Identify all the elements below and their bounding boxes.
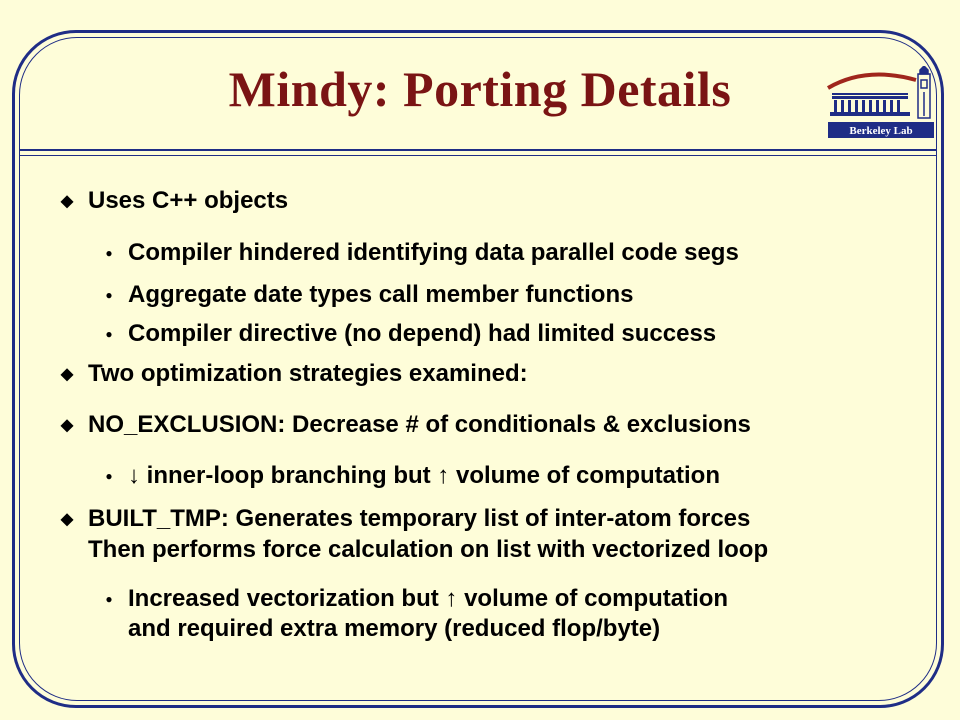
dot-bullet-icon: ● — [105, 469, 113, 483]
bullet-item — [60, 186, 288, 217]
sub-bullet-text: ↓ inner-loop branching but ↑ volume of computation — [128, 462, 720, 489]
sub-bullet-text-continued: and required extra memory (reduced flop/byte) — [128, 615, 661, 642]
sub-bullet-text: Compiler directive (no depend) had limited success — [128, 320, 717, 347]
dot-bullet-icon: ● — [105, 288, 113, 302]
sub-bullet-text: Compiler hindered identifying data parallel code segs — [128, 239, 739, 266]
diamond-bullet-icon: ◆ — [60, 417, 74, 434]
logo-text: Berkeley Lab — [849, 125, 913, 137]
sub-bullet-item — [104, 280, 633, 310]
dot-bullet-icon: ● — [105, 592, 113, 606]
bullet-item — [60, 359, 528, 390]
bullet-text: Uses C++ objects — [88, 187, 289, 214]
sub-bullet-item — [104, 584, 728, 644]
diamond-bullet-icon: ◆ — [60, 366, 74, 383]
dot-bullet-icon: ● — [105, 246, 113, 260]
sub-bullet-text: Increased vectorization but ↑ volume of computation — [128, 585, 729, 612]
sub-bullet-item — [104, 461, 720, 491]
slide-title: Mindy: Porting Details — [228, 61, 732, 117]
bullet-text: BUILT_TMP: Generates temporary list of inter-atom forces — [88, 505, 751, 532]
sub-bullet-item — [104, 238, 739, 268]
diamond-bullet-icon: ◆ — [60, 193, 74, 210]
dot-bullet-icon: ● — [105, 327, 113, 341]
sub-bullet-text: Aggregate date types call member functions — [128, 281, 634, 308]
bullet-text-continued: Then performs force calculation on list with vectorized loop — [88, 536, 769, 563]
bullet-text: NO_EXCLUSION: Decrease # of conditionals & exclusions — [88, 411, 751, 438]
bullet-item — [60, 504, 768, 565]
bullet-item — [60, 410, 751, 441]
sub-bullet-item — [104, 319, 716, 349]
diamond-bullet-icon: ◆ — [60, 511, 74, 528]
bullet-text: Two optimization strategies examined: — [88, 360, 528, 387]
